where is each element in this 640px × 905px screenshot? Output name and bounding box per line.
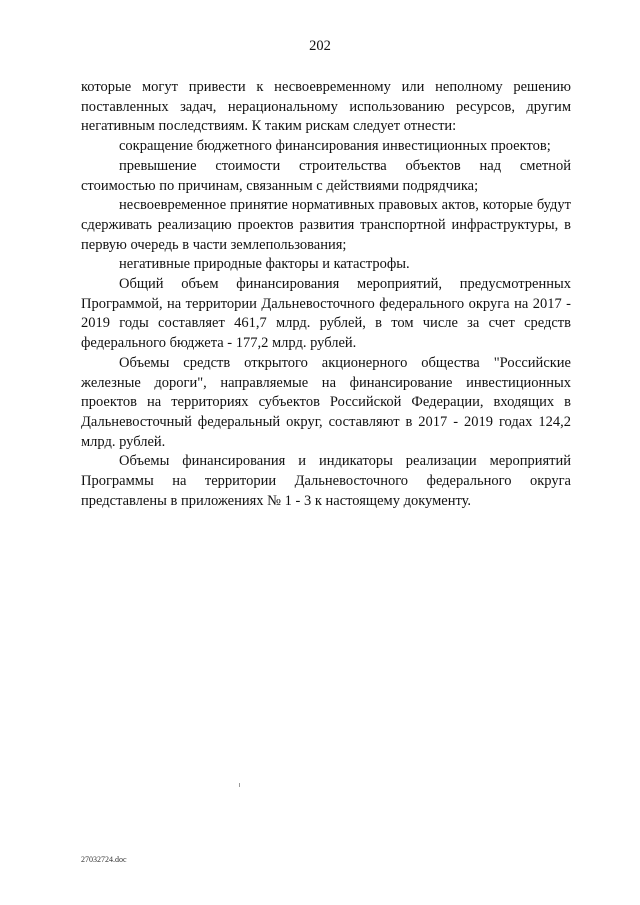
paragraph-appendices: Объемы финансирования и индикаторы реализации мероприятий Программы на территории Дальневосточного федерального округа представлены в приложениях № 1 - 3 к настоящему документу.	[81, 453, 571, 509]
footer-doc-name: 27032724.doc	[81, 855, 127, 864]
document-body	[81, 78, 571, 511]
paragraph-risks-intro: которые могут привести к несвоевременному или неполному решению поставленных задач, нерациональному использованию ресурсов, другим негативным последствиям. К таким рискам следует отнести:	[81, 79, 571, 135]
scan-artifact	[239, 783, 240, 787]
list-item-legal-delays: несвоевременное принятие нормативных правовых актов, которые будут сдерживать реализацию проектов развития транспортной инфраструктуры, в первую очередь в части землепользования;	[81, 197, 571, 253]
list-item-budget-cut: сокращение бюджетного финансирования инвестиционных проектов;	[119, 138, 551, 155]
paragraph-total-funding: Общий объем финансирования мероприятий, предусмотренных Программой, на территории Дальневосточного федерального округа на 2017 - 2019 годы составляет 461,7 млрд. рублей, в том числе за счет средств федерального бюджета - 177,2 млрд. рублей.	[81, 276, 571, 352]
paragraph-rzd-funding: Объемы средств открытого акционерного общества "Российские железные дороги", направляемые на финансирование инвестиционных проектов на территориях субъектов Российской Федерации, входящих в Дальневосточный федеральный округ, составляют в 2017 - 2019 годах 124,2 млрд. рублей.	[81, 354, 571, 450]
list-item-natural-factors: негативные природные факторы и катастрофы.	[119, 256, 410, 273]
list-item-cost-overrun: превышение стоимости строительства объектов над сметной стоимостью по причинам, связанным с действиями подрядчика;	[81, 157, 571, 194]
page-number: 202	[309, 38, 331, 54]
